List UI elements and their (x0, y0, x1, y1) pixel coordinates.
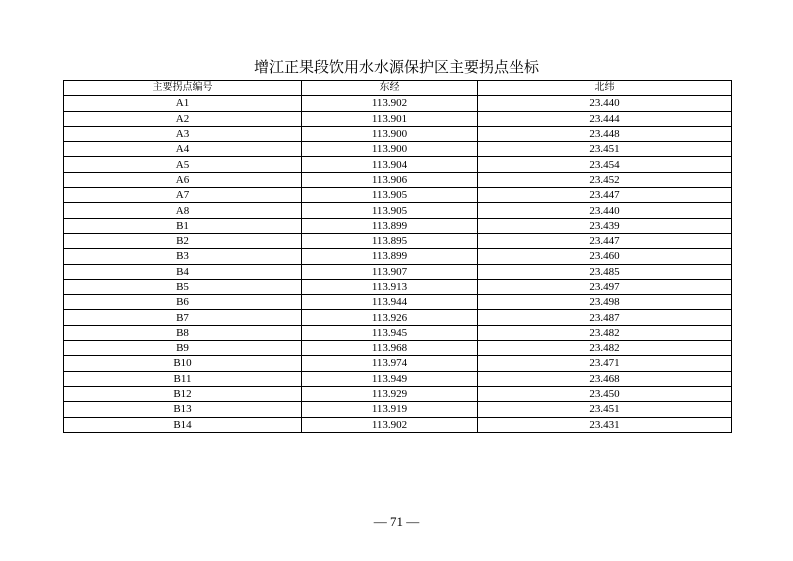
longitude-cell: 113.901 (302, 111, 478, 126)
longitude-cell: 113.929 (302, 386, 478, 401)
latitude-cell: 23.482 (478, 325, 732, 340)
latitude-cell: 23.440 (478, 96, 732, 111)
table-row (64, 402, 732, 417)
point-id-cell: B4 (64, 264, 302, 279)
longitude-cell: 113.913 (302, 279, 478, 294)
latitude-cell: 23.447 (478, 188, 732, 203)
longitude-cell: 113.919 (302, 402, 478, 417)
table-row (64, 233, 732, 248)
page-title: 增江正果段饮用水水源保护区主要拐点坐标 (253, 58, 539, 76)
table-row (64, 341, 732, 356)
point-id-cell: A6 (64, 172, 302, 187)
header-latitude: 北纬 (478, 81, 732, 96)
point-id-cell: B12 (64, 386, 302, 401)
latitude-cell: 23.471 (478, 356, 732, 371)
point-id-cell: B9 (64, 341, 302, 356)
point-id-cell: A4 (64, 142, 302, 157)
point-id-cell: B8 (64, 325, 302, 340)
longitude-cell: 113.926 (302, 310, 478, 325)
table-row (64, 96, 732, 111)
header-longitude: 东经 (302, 81, 478, 96)
longitude-cell: 113.944 (302, 295, 478, 310)
table-row (64, 188, 732, 203)
longitude-cell: 113.900 (302, 142, 478, 157)
point-id-cell: B6 (64, 295, 302, 310)
latitude-cell: 23.485 (478, 264, 732, 279)
table-row (64, 172, 732, 187)
point-id-cell: B13 (64, 402, 302, 417)
latitude-cell: 23.468 (478, 371, 732, 386)
latitude-cell: 23.431 (478, 417, 732, 432)
point-id-cell: A3 (64, 126, 302, 141)
table-row (64, 295, 732, 310)
latitude-cell: 23.482 (478, 341, 732, 356)
latitude-cell: 23.448 (478, 126, 732, 141)
point-id-cell: B2 (64, 233, 302, 248)
longitude-cell: 113.905 (302, 203, 478, 218)
latitude-cell: 23.487 (478, 310, 732, 325)
table-row (64, 126, 732, 141)
page-number: — 71 — (373, 514, 420, 529)
point-id-cell: A1 (64, 96, 302, 111)
header-point-id: 主要拐点编号 (64, 81, 302, 96)
table-row (64, 417, 732, 432)
longitude-cell: 113.906 (302, 172, 478, 187)
table-row (64, 371, 732, 386)
latitude-cell: 23.497 (478, 279, 732, 294)
longitude-cell: 113.899 (302, 218, 478, 233)
table-row (64, 142, 732, 157)
longitude-cell: 113.905 (302, 188, 478, 203)
table-header-row (64, 81, 732, 96)
point-id-cell: B1 (64, 218, 302, 233)
longitude-cell: 113.899 (302, 249, 478, 264)
coordinates-table (63, 80, 732, 433)
point-id-cell: A5 (64, 157, 302, 172)
longitude-cell: 113.907 (302, 264, 478, 279)
table-row (64, 218, 732, 233)
longitude-cell: 113.902 (302, 96, 478, 111)
latitude-cell: 23.452 (478, 172, 732, 187)
point-id-cell: A8 (64, 203, 302, 218)
latitude-cell: 23.451 (478, 142, 732, 157)
point-id-cell: B10 (64, 356, 302, 371)
table-body (64, 96, 732, 433)
table-row (64, 325, 732, 340)
point-id-cell: B14 (64, 417, 302, 432)
point-id-cell: A7 (64, 188, 302, 203)
latitude-cell: 23.498 (478, 295, 732, 310)
longitude-cell: 113.904 (302, 157, 478, 172)
latitude-cell: 23.444 (478, 111, 732, 126)
table-row (64, 111, 732, 126)
table-row (64, 279, 732, 294)
longitude-cell: 113.945 (302, 325, 478, 340)
table-row (64, 203, 732, 218)
point-id-cell: A2 (64, 111, 302, 126)
table-row (64, 249, 732, 264)
longitude-cell: 113.900 (302, 126, 478, 141)
latitude-cell: 23.454 (478, 157, 732, 172)
table-row (64, 264, 732, 279)
table-row (64, 356, 732, 371)
longitude-cell: 113.902 (302, 417, 478, 432)
latitude-cell: 23.460 (478, 249, 732, 264)
point-id-cell: B11 (64, 371, 302, 386)
latitude-cell: 23.440 (478, 203, 732, 218)
latitude-cell: 23.439 (478, 218, 732, 233)
point-id-cell: B7 (64, 310, 302, 325)
table-row (64, 310, 732, 325)
point-id-cell: B3 (64, 249, 302, 264)
longitude-cell: 113.968 (302, 341, 478, 356)
latitude-cell: 23.447 (478, 233, 732, 248)
latitude-cell: 23.451 (478, 402, 732, 417)
point-id-cell: B5 (64, 279, 302, 294)
table-row (64, 386, 732, 401)
latitude-cell: 23.450 (478, 386, 732, 401)
longitude-cell: 113.895 (302, 233, 478, 248)
longitude-cell: 113.974 (302, 356, 478, 371)
longitude-cell: 113.949 (302, 371, 478, 386)
table-row (64, 157, 732, 172)
